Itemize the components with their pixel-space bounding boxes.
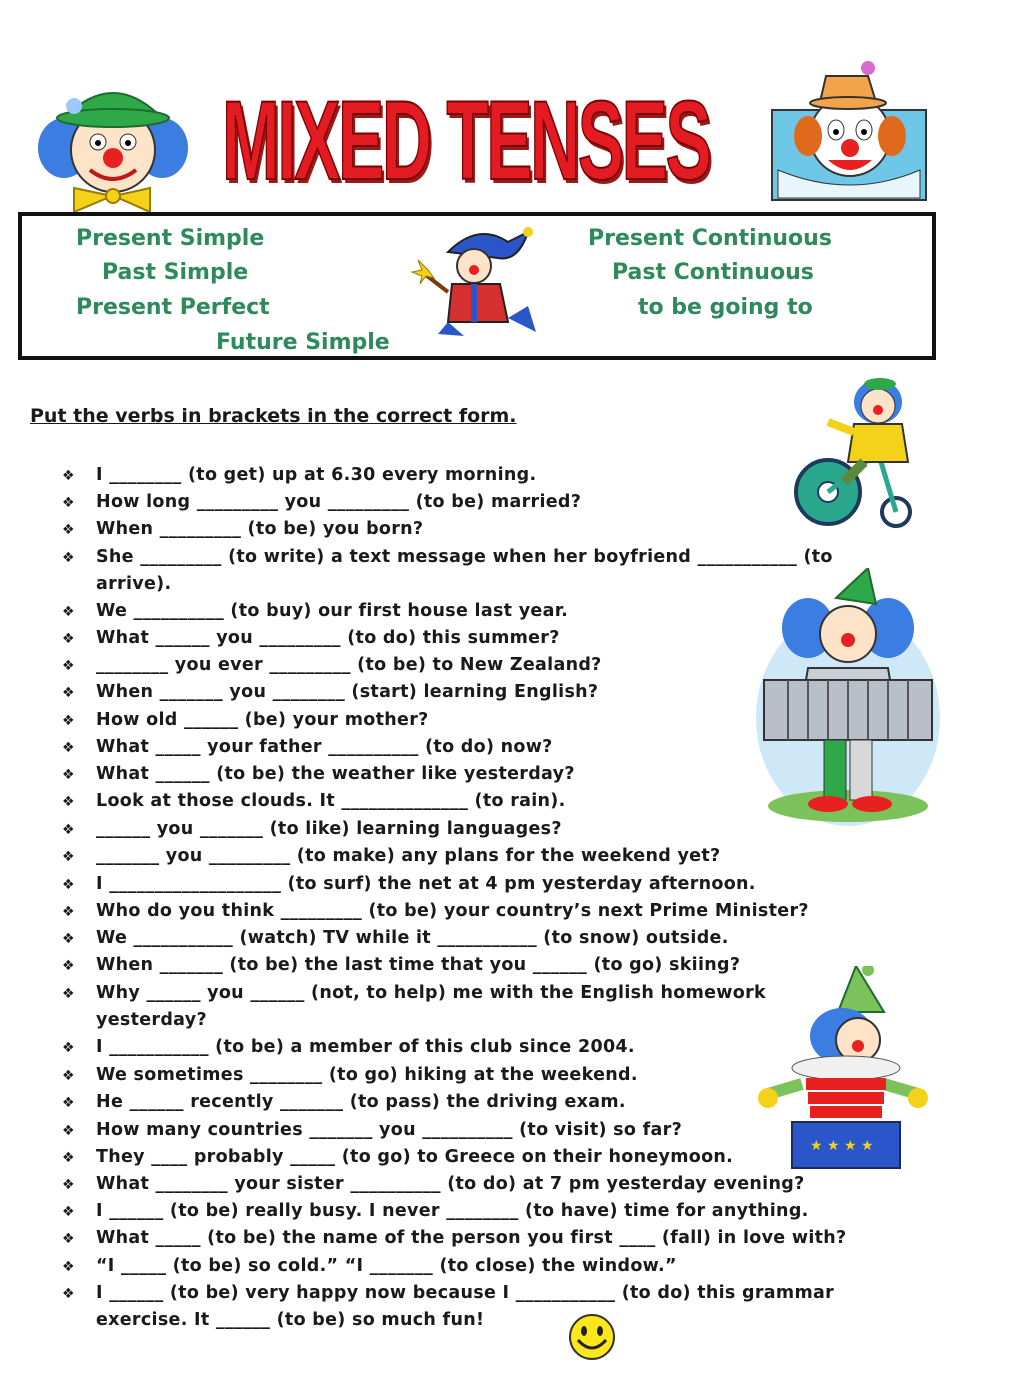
exercise-item: ❖ “I _____ (to be) so cold.” “I _______ (to close) the window.” [62, 1253, 677, 1281]
bullet-icon: ❖ [62, 1231, 75, 1247]
exercise-item: ❖ We sometimes ________ (to go) hiking at the weekend. [62, 1062, 638, 1090]
clown-head-right-image [768, 60, 930, 202]
jack-in-box-clown-image [758, 966, 930, 1170]
tense-present-simple: Present Simple [76, 226, 265, 251]
exercise-item: ❖ How old ______ (be) your mother? [62, 707, 429, 735]
bullet-icon: ❖ [62, 849, 75, 865]
bullet-icon: ❖ [62, 1095, 75, 1111]
bullet-icon: ❖ [62, 1177, 75, 1193]
tense-future-simple: Future Simple [216, 330, 390, 355]
bullet-icon: ❖ [62, 1123, 75, 1139]
bullet-icon: ❖ [62, 685, 75, 701]
bullet-icon: ❖ [62, 1204, 75, 1220]
exercise-item: ❖ What _____ (to be) the name of the person you first ____ (fall) in love with? [62, 1225, 847, 1253]
instruction-heading: Put the verbs in brackets in the correct form. [30, 405, 517, 427]
bullet-icon: ❖ [62, 1068, 75, 1084]
exercise-item: ❖ When _______ (to be) the last time that you ______ (to go) skiing? [62, 952, 740, 980]
exercise-item: ❖ He ______ recently _______ (to pass) the driving exam. [62, 1089, 626, 1117]
bullet-icon: ❖ [62, 740, 75, 756]
bullet-icon: ❖ [62, 550, 75, 566]
exercise-item: ❖ When _________ (to be) you born? [62, 516, 423, 544]
bullet-icon: ❖ [62, 658, 75, 674]
tense-past-simple: Past Simple [102, 260, 249, 285]
svg-text:★ ★ ★ ★: ★ ★ ★ ★ [810, 1138, 874, 1154]
jester-image [408, 222, 556, 342]
exercise-item: ❖ She _________ (to write) a text message when her boyfriend ___________ (to arrive). [62, 547, 833, 594]
exercise-item: ❖ We __________ (to buy) our first house last year. [62, 598, 568, 626]
bullet-icon: ❖ [62, 1150, 75, 1166]
exercise-item: ❖ What ______ (to be) the weather like yesterday? [62, 761, 575, 789]
exercise-item: ❖ What ______ you _________ (to do) this summer? [62, 625, 560, 653]
smiley-face-icon [566, 1312, 618, 1362]
bullet-icon: ❖ [62, 522, 75, 538]
bullet-icon: ❖ [62, 468, 75, 484]
clown-accordion-image [748, 568, 948, 826]
exercise-item: ❖ ______ you _______ (to like) learning languages? [62, 816, 562, 844]
exercise-item: ❖ I ________ (to get) up at 6.30 every morning. [62, 462, 536, 490]
bullet-icon: ❖ [62, 1040, 75, 1056]
bullet-icon: ❖ [62, 986, 75, 1002]
exercise-item: ❖ They ____ probably _____ (to go) to Greece on their honeymoon. [62, 1144, 733, 1172]
bullet-icon: ❖ [62, 631, 75, 647]
bullet-icon: ❖ [62, 822, 75, 838]
exercise-item: ❖ How long _________ you _________ (to be) married? [62, 489, 581, 517]
tense-present-perfect: Present Perfect [76, 295, 270, 320]
exercise-item: ❖ When _______ you ________ (start) learning English? [62, 679, 598, 707]
bullet-icon: ❖ [62, 1259, 75, 1275]
exercise-item: ❖ Why ______ you ______ (not, to help) me with the English homework yesterday? [62, 983, 766, 1030]
exercise-item: ❖ What _____ your father __________ (to do) now? [62, 734, 553, 762]
bullet-icon: ❖ [62, 604, 75, 620]
bullet-icon: ❖ [62, 767, 75, 783]
exercise-item: ❖ Who do you think _________ (to be) your country’s next Prime Minister? [62, 898, 809, 926]
bullet-icon: ❖ [62, 713, 75, 729]
bullet-icon: ❖ [62, 877, 75, 893]
tense-present-continuous: Present Continuous [588, 226, 832, 251]
clown-head-left-image [34, 78, 192, 212]
clown-unicycle-image [768, 372, 930, 530]
tense-past-continuous: Past Continuous [612, 260, 814, 285]
exercise-item: ❖ We ___________ (watch) TV while it ___________ (to snow) outside. [62, 925, 729, 953]
page-title: MIXED TENSES [222, 78, 710, 203]
bullet-icon: ❖ [62, 931, 75, 947]
exercise-item: ❖ I ___________ (to be) a member of this club since 2004. [62, 1034, 635, 1062]
bullet-icon: ❖ [62, 495, 75, 511]
exercise-item: ❖ What ________ your sister __________ (to do) at 7 pm yesterday evening? [62, 1171, 805, 1199]
bullet-icon: ❖ [62, 904, 75, 920]
exercise-item: ❖ Look at those clouds. It ______________ (to rain). [62, 788, 566, 816]
exercise-item: ❖ _______ you _________ (to make) any plans for the weekend yet? [62, 843, 720, 871]
exercise-item: ❖ How many countries _______ you __________ (to visit) so far? [62, 1117, 682, 1145]
bullet-icon: ❖ [62, 1286, 75, 1302]
tense-going-to: to be going to [638, 295, 813, 320]
exercise-item: ❖ I ______ (to be) really busy. I never ________ (to have) time for anything. [62, 1198, 809, 1226]
exercise-item: ❖ I ______ (to be) very happy now because I ___________ (to do) this grammar exercise. It ______ (to be) so much fun! [62, 1283, 835, 1330]
bullet-icon: ❖ [62, 794, 75, 810]
exercise-item: ❖ I ___________________ (to surf) the net at 4 pm yesterday afternoon. [62, 871, 756, 899]
bullet-icon: ❖ [62, 958, 75, 974]
exercise-item: ❖ ________ you ever _________ (to be) to New Zealand? [62, 652, 602, 680]
